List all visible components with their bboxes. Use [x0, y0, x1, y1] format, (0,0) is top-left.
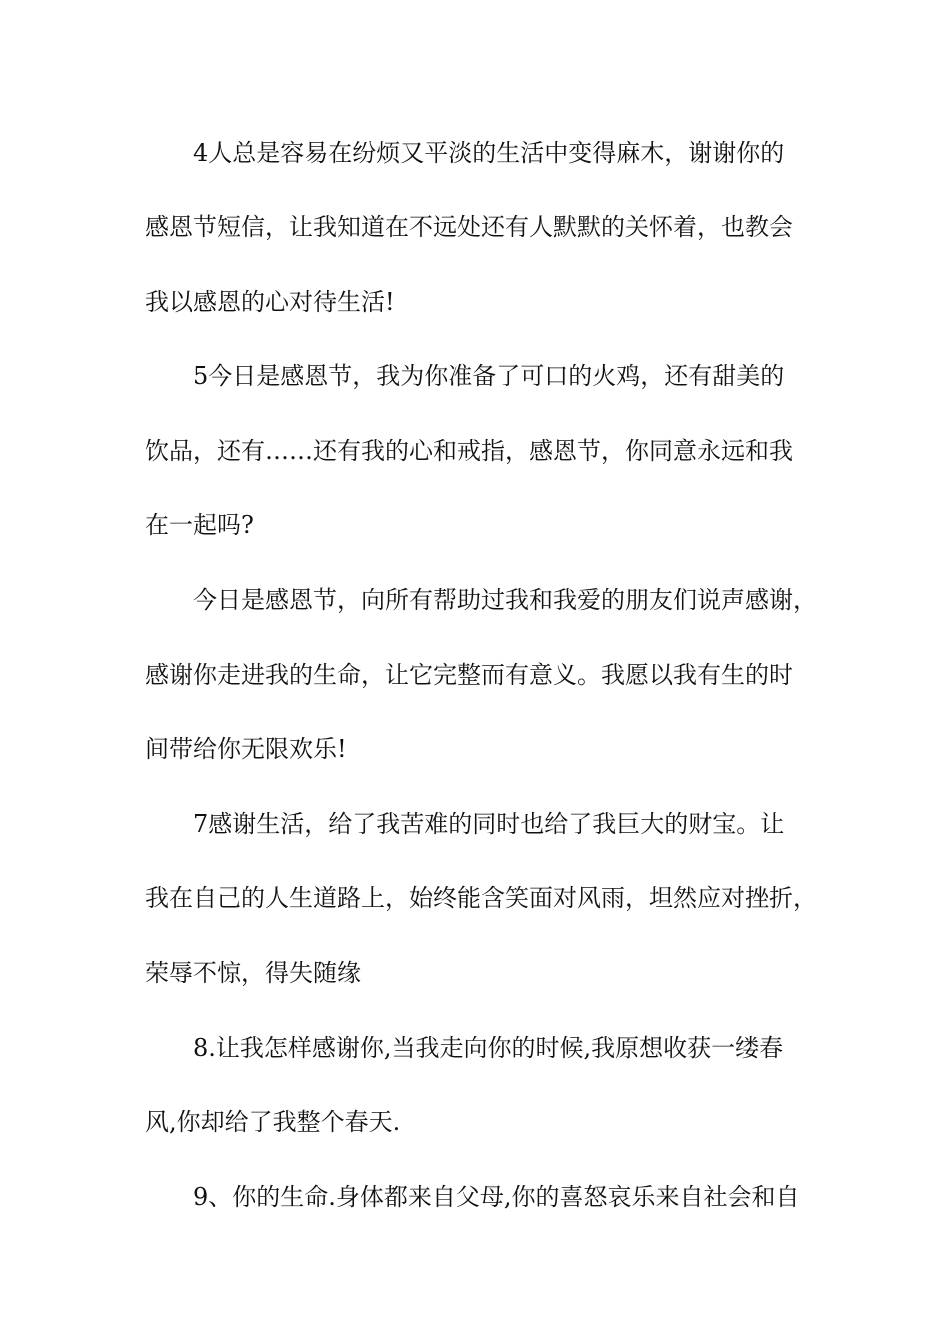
paragraph-4-line-1: 7感谢生活，给了我苦难的同时也给了我巨大的财宝。让	[193, 810, 785, 838]
paragraph-4-line-3: 荣辱不惊，得失随缘	[145, 959, 361, 987]
paragraph-1-line-2: 感恩节短信，让我知道在不远处还有人默默的关怀着，也教会	[145, 213, 793, 241]
paragraph-3-line-1: 今日是感恩节，向所有帮助过我和我爱的朋友们说声感谢，	[193, 586, 817, 614]
paragraph-2-line-3: 在一起吗?	[145, 511, 254, 539]
paragraph-1-line-3: 我以感恩的心对待生活!	[145, 288, 395, 316]
paragraph-2-line-2: 饮品，还有……还有我的心和戒指，感恩节，你同意永远和我	[145, 437, 793, 465]
paragraph-5-line-1: 8.让我怎样感谢你,当我走向你的时候,我原想收获一缕春	[193, 1034, 784, 1062]
paragraph-3-line-3: 间带给你无限欢乐!	[145, 735, 347, 763]
paragraph-3-line-2: 感谢你走进我的生命，让它完整而有意义。我愿以我有生的时	[145, 661, 793, 689]
paragraph-5-line-2: 风,你却给了我整个春天.	[145, 1108, 401, 1136]
paragraph-2-line-1: 5今日是感恩节，我为你准备了可口的火鸡，还有甜美的	[193, 362, 785, 390]
paragraph-4-line-2: 我在自己的人生道路上，始终能含笑面对风雨，坦然应对挫折，	[145, 884, 817, 912]
paragraph-6-line-1: 9、你的生命.身体都来自父母,你的喜怒哀乐来自社会和自	[193, 1183, 800, 1211]
paragraph-1-line-1: 4人总是容易在纷烦又平淡的生活中变得麻木，谢谢你的	[193, 139, 785, 167]
